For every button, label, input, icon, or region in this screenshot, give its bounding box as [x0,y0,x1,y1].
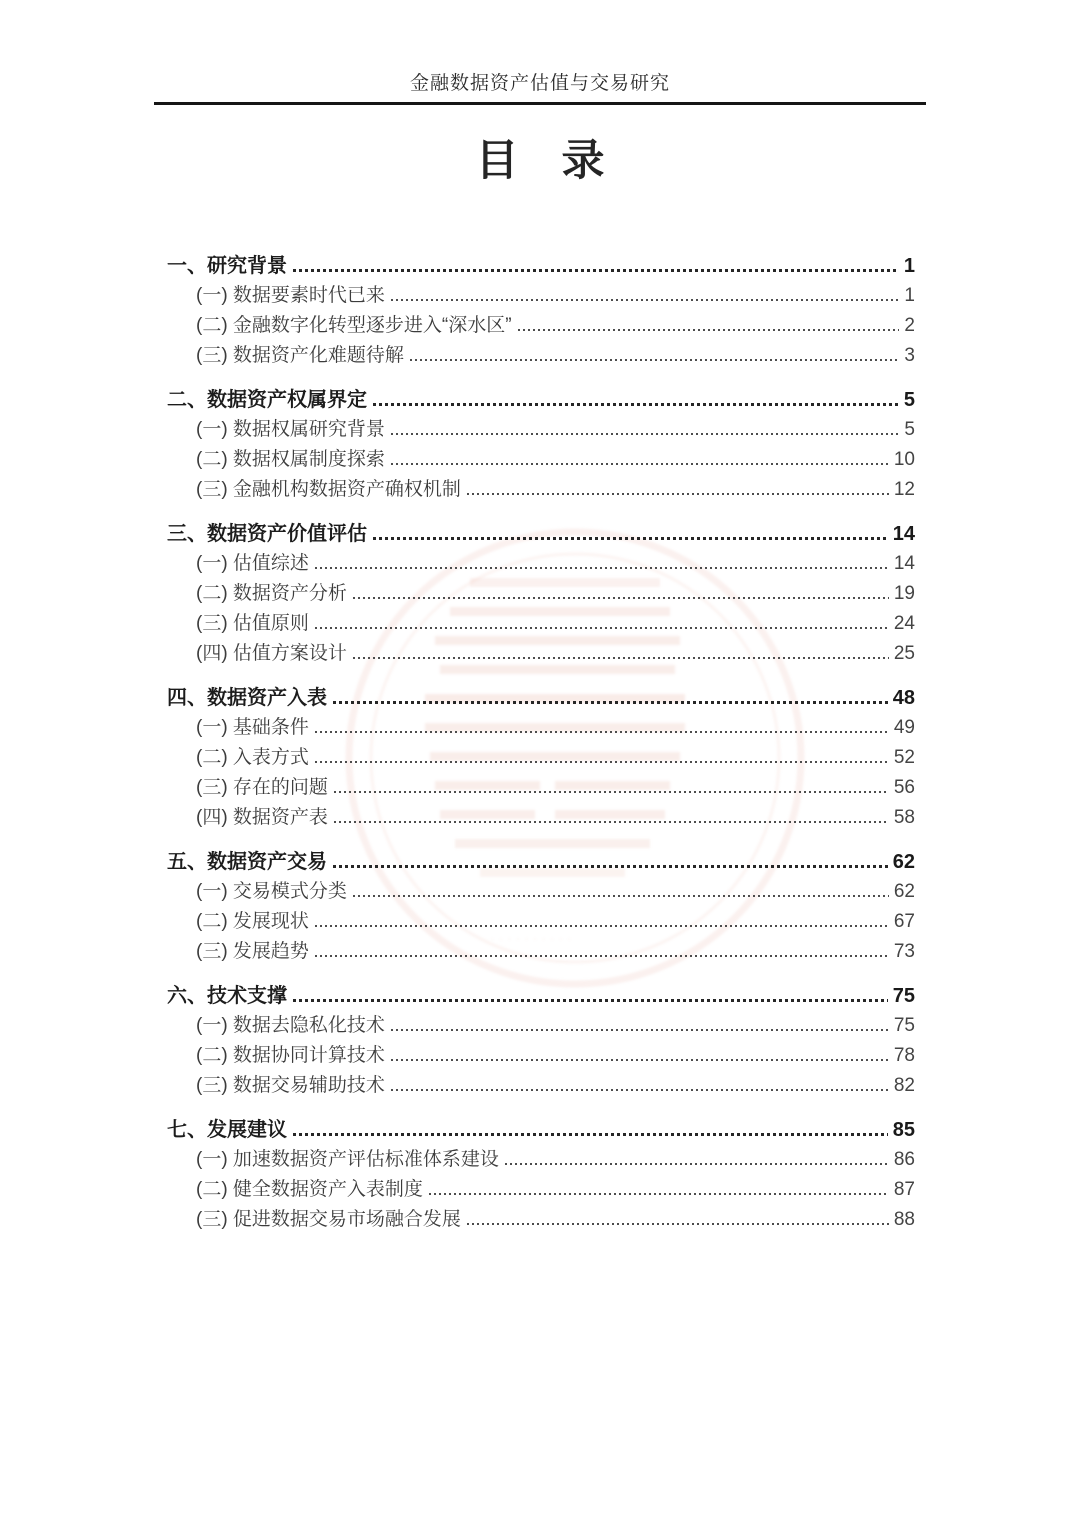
svg-text:· · · · · · · · · ·: · · · · · · · · · · [490,930,572,946]
toc-item-label: (二) 发展现状 [196,911,309,932]
toc-item-label: (一) 估值综述 [196,553,309,574]
dot-leader [353,657,889,659]
toc-item-label: (三) 金融机构数据资产确权机制 [196,479,461,500]
toc-item-label: (一) 数据要素时代已来 [196,285,385,306]
dot-leader [334,821,889,823]
dot-leader [333,701,888,704]
toc-item-row[interactable] [167,609,915,639]
dot-leader [391,463,889,465]
toc-item-row[interactable] [167,743,915,773]
toc-item-label: (一) 交易模式分类 [196,881,347,902]
toc-page-number: 85 [892,1119,915,1141]
dot-leader [373,537,888,540]
toc-item-label: (三) 数据资产化难题待解 [196,345,404,366]
toc-chapter-label: 四、数据资产入表 [167,687,327,709]
toc-chapter-row[interactable] [167,519,915,549]
dot-leader [505,1163,889,1165]
toc-item-row[interactable] [167,907,915,937]
toc-item-row[interactable] [167,713,915,743]
dot-leader [410,359,899,361]
toc-item-label: (一) 数据权属研究背景 [196,419,385,440]
dot-leader [391,1059,889,1061]
toc-item-label: (二) 健全数据资产入表制度 [196,1179,423,1200]
toc-item-row[interactable] [167,1205,915,1235]
dot-leader [315,761,889,763]
toc-item-row[interactable] [167,445,915,475]
toc-chapter-row[interactable] [167,683,915,713]
dot-leader [391,1029,889,1031]
toc-item-label: (三) 发展趋势 [196,941,309,962]
dot-leader [391,1089,889,1091]
toc-item-row[interactable] [167,1011,915,1041]
toc-page-number: 58 [893,807,915,828]
toc-chapter-row[interactable] [167,251,915,281]
toc-page-number: 24 [893,613,915,634]
dot-leader [293,269,899,272]
running-header: 金融数据资产估值与交易研究 [409,73,670,94]
toc-page-number: 87 [893,1179,915,1200]
toc-page-number: 14 [893,553,915,574]
toc-page-number: 78 [893,1045,915,1066]
toc-chapter-label: 三、数据资产价值评估 [167,523,367,545]
dot-leader [467,493,889,495]
toc-item-row[interactable] [167,877,915,907]
toc-page-number: 67 [893,911,915,932]
toc-chapter-row[interactable] [167,1115,915,1145]
toc-page-number: 12 [893,479,915,500]
toc-item-row[interactable] [167,1041,915,1071]
toc-page-number: 62 [893,881,915,902]
toc-page-number: 19 [893,583,915,604]
toc-page-number: 82 [893,1075,915,1096]
toc-item-row[interactable] [167,1145,915,1175]
toc-page-number: 1 [903,255,915,277]
toc-page-number: 73 [893,941,915,962]
toc-item-row[interactable] [167,639,915,669]
toc-item-label: (二) 数据权属制度探索 [196,449,385,470]
toc-item-row[interactable] [167,549,915,579]
page-title: 目 录 [475,137,605,185]
toc-chapter-label: 一、研究背景 [167,255,287,277]
toc-item-row[interactable] [167,1175,915,1205]
dot-leader [315,731,889,733]
toc-page-number: 88 [893,1209,915,1230]
toc-page-number: 10 [893,449,915,470]
toc-page-number: 1 [904,285,915,306]
toc-page-number: 2 [904,315,915,336]
toc-chapter-row[interactable] [167,385,915,415]
toc-item-row[interactable] [167,281,915,311]
toc-page-number: 75 [892,985,915,1007]
toc-page-number: 14 [892,523,915,545]
toc-chapter-row[interactable] [167,847,915,877]
dot-leader [315,955,889,957]
toc-page-number: 3 [904,345,915,366]
toc-item-row[interactable] [167,579,915,609]
table-of-contents [167,251,915,1235]
header-divider [154,102,926,105]
dot-leader [353,895,889,897]
toc-item-label: (三) 促进数据交易市场融合发展 [196,1209,461,1230]
dot-leader [293,1133,888,1136]
toc-item-row[interactable] [167,475,915,505]
toc-chapter-label: 六、技术支撑 [167,985,287,1007]
toc-item-label: (二) 入表方式 [196,747,309,768]
toc-page-number: 48 [892,687,915,709]
toc-item-label: (一) 加速数据资产评估标准体系建设 [196,1149,499,1170]
dot-leader [315,567,889,569]
dot-leader [315,627,889,629]
dot-leader [334,791,889,793]
toc-page-number: 49 [893,717,915,738]
toc-item-label: (四) 数据资产表 [196,807,328,828]
toc-item-label: (二) 金融数字化转型逐步进入“深水区” [196,315,512,336]
dot-leader [333,865,888,868]
dot-leader [467,1223,889,1225]
toc-item-label: (三) 估值原则 [196,613,309,634]
toc-page-number: 5 [904,419,915,440]
toc-item-row[interactable] [167,937,915,967]
toc-item-row[interactable] [167,415,915,445]
dot-leader [373,403,899,406]
toc-chapter-label: 七、发展建议 [167,1119,287,1141]
toc-item-row[interactable] [167,773,915,803]
toc-page-number: 86 [893,1149,915,1170]
toc-item-row[interactable] [167,341,915,371]
toc-page-number: 56 [893,777,915,798]
toc-page-number: 62 [892,851,915,873]
toc-item-label: (二) 数据协同计算技术 [196,1045,385,1066]
dot-leader [518,329,900,331]
toc-item-label: (二) 数据资产分析 [196,583,347,604]
toc-item-label: (三) 数据交易辅助技术 [196,1075,385,1096]
dot-leader [315,925,889,927]
toc-page-number: 5 [903,389,915,411]
toc-item-label: (一) 数据去隐私化技术 [196,1015,385,1036]
dot-leader [293,999,888,1002]
toc-page-number: 25 [893,643,915,664]
dot-leader [391,299,899,301]
dot-leader [429,1193,889,1195]
dot-leader [391,433,899,435]
toc-chapter-row[interactable] [167,981,915,1011]
dot-leader [353,597,889,599]
toc-item-label: (四) 估值方案设计 [196,643,347,664]
toc-chapter-label: 二、数据资产权属界定 [167,389,367,411]
toc-item-row[interactable] [167,311,915,341]
toc-page-number: 75 [893,1015,915,1036]
toc-item-label: (三) 存在的问题 [196,777,328,798]
toc-page-number: 52 [893,747,915,768]
toc-item-row[interactable] [167,803,915,833]
toc-item-row[interactable] [167,1071,915,1101]
toc-item-label: (一) 基础条件 [196,717,309,738]
toc-chapter-label: 五、数据资产交易 [167,851,327,873]
